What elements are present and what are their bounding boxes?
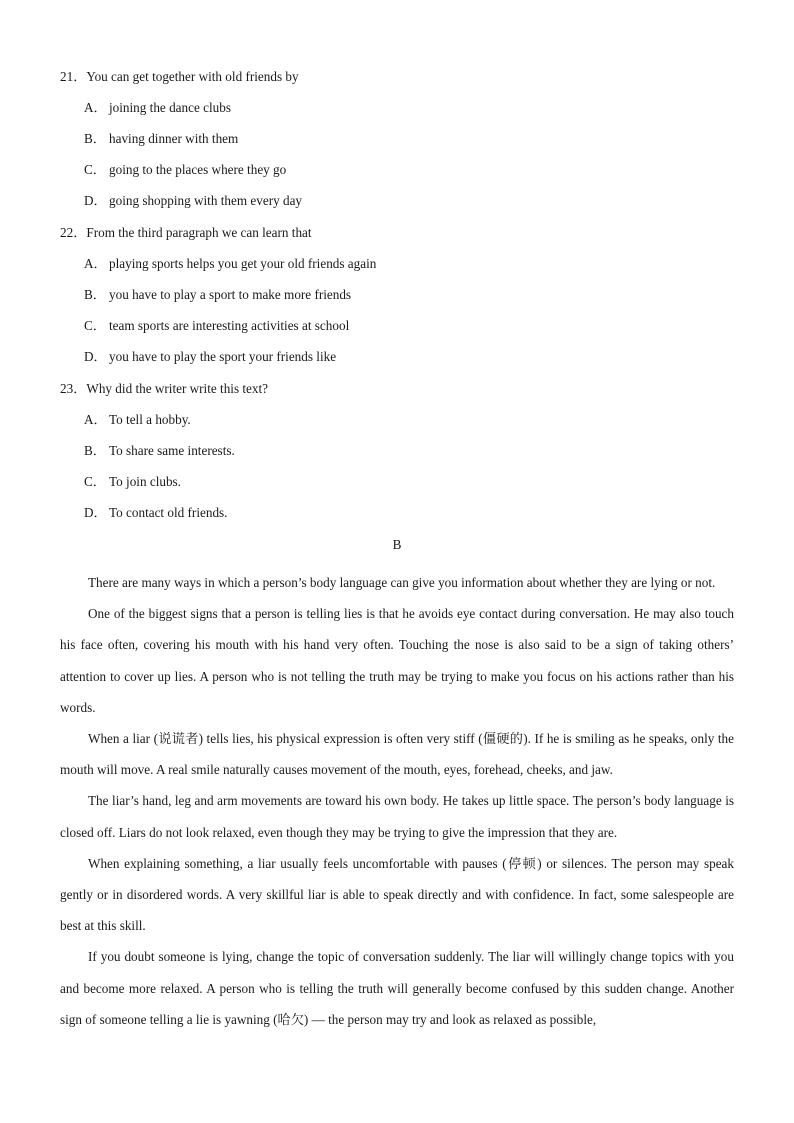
option-text: team sports are interesting activities at school (109, 318, 350, 333)
option-letter: C． (84, 474, 106, 489)
question-23: 23．Why did the writer write this text? (60, 381, 269, 396)
option-text: having dinner with them (109, 131, 239, 146)
passage-paragraph-5: When explaining something, a liar usually feels uncomfortable with pauses (停顿) or silences. The person may speak gently or in disordered words. A very skillful liar is able to speak directly and with confidence. In fact, some salespeople are best at this skill. (60, 855, 734, 934)
option-22-b (84, 287, 734, 303)
option-letter: D． (84, 349, 107, 364)
option-21-b (84, 131, 734, 147)
option-letter: A． (84, 412, 107, 427)
option-22-c (84, 318, 734, 334)
option-text: you have to play a sport to make more friends (109, 287, 352, 302)
option-text: To join clubs. (109, 474, 181, 489)
option-23-c (84, 474, 734, 490)
option-21-d (84, 193, 734, 209)
option-21-c (84, 162, 734, 178)
option-22-a (84, 256, 734, 272)
passage-paragraph-1: There are many ways in which a person’s body language can give you information about whether they are lying or not. (88, 575, 716, 590)
section-heading-b: B (392, 537, 402, 552)
option-letter: C． (84, 162, 106, 177)
option-letter: C． (84, 318, 106, 333)
option-text: going to the places where they go (109, 162, 287, 177)
question-21: 21．You can get together with old friends by (60, 69, 299, 84)
option-text: playing sports helps you get your old friends again (109, 256, 377, 271)
option-letter: B． (84, 443, 106, 458)
option-letter: D． (84, 193, 107, 208)
option-letter: B． (84, 131, 106, 146)
option-22-d (84, 349, 734, 365)
passage-paragraph-2: One of the biggest signs that a person is telling lies is that he avoids eye contact during conversation. He may also touch his face often, covering his mouth with his hand very often. Touching the nose is also said to be a sign of taking others’ attention to cover up lies. A person who is not telling the truth may be trying to make you focus on his actions rather than his words. (60, 606, 734, 715)
option-letter: A． (84, 100, 107, 115)
question-22: 22．From the third paragraph we can learn that (60, 225, 312, 240)
passage-paragraph-6: If you doubt someone is lying, change the topic of conversation suddenly. The liar will willingly change topics with you and become more relaxed. A person who is telling the truth will generally become confused by this sudden change. Another sign of someone telling a lie is yawning (哈欠) — the person may try and look as relaxed as possible, (60, 949, 734, 1027)
option-23-a (84, 412, 734, 428)
passage-paragraph-4: The liar’s hand, leg and arm movements are toward his own body. He takes up little space. The person’s body language is closed off. Liars do not look relaxed, even though they may be trying to give the impression that they are. (60, 793, 734, 840)
option-letter: D． (84, 505, 107, 520)
option-23-b (84, 443, 734, 459)
option-text: going shopping with them every day (109, 193, 303, 208)
option-text: you have to play the sport your friends like (109, 349, 337, 364)
reading-passage (60, 567, 734, 1035)
option-21-a (84, 100, 734, 116)
option-letter: B． (84, 287, 106, 302)
option-text: joining the dance clubs (109, 100, 231, 115)
passage-paragraph-3: When a liar (说谎者) tells lies, his physical expression is often very stiff (僵硬的). If he is smiling as he speaks, only the mouth will move. A real smile naturally causes movement of the mouth, eyes, forehead, cheeks, and jaw. (60, 731, 734, 778)
option-text: To share same interests. (109, 443, 235, 458)
option-text: To contact old friends. (109, 505, 228, 520)
option-23-d (84, 505, 734, 521)
option-text: To tell a hobby. (109, 412, 191, 427)
option-letter: A． (84, 256, 107, 271)
